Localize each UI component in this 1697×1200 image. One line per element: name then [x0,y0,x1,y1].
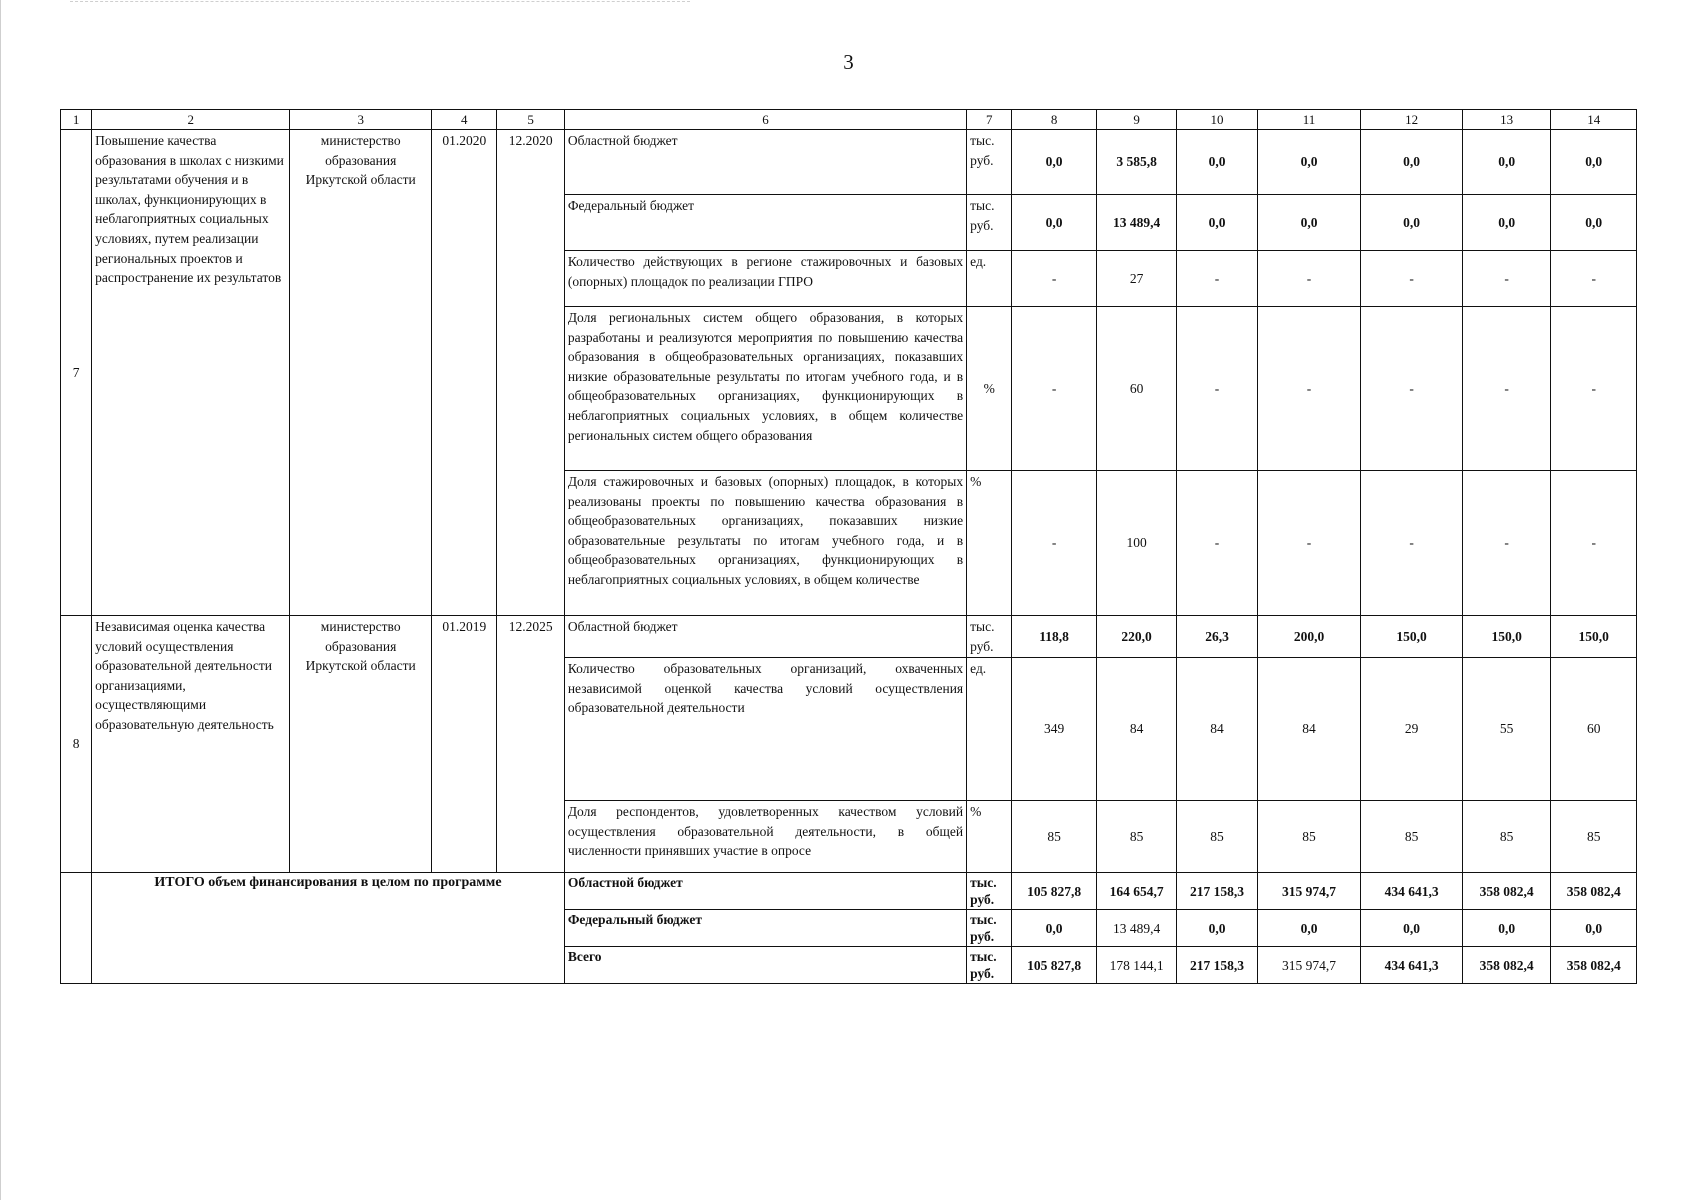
total-value: 0,0 [1361,910,1463,947]
item-unit: % [967,801,1012,873]
header-cell-12: 12 [1361,110,1463,130]
value-cell: - [1012,307,1096,471]
row-number: 7 [61,130,92,616]
row-number: 8 [61,616,92,873]
table-row [61,616,1637,658]
value-cell: - [1257,471,1361,616]
value-cell: 100 [1096,471,1176,616]
value-cell: - [1551,307,1637,471]
value-cell: 60 [1551,658,1637,801]
item-description: Областной бюджет [564,616,966,658]
value-cell: - [1177,251,1257,307]
value-cell: 150,0 [1551,616,1637,658]
value-cell: 3 585,8 [1096,130,1176,195]
total-value: 315 974,7 [1257,947,1361,984]
measure-name: Повышение качества образования в школах с низкими результатами обучения и в школах, функционирующих в неблагоприятных социальных условиях, путем реализации региональных проектов и распространение их результатов [92,130,290,616]
start-date: 01.2019 [432,616,497,873]
page-number: 3 [843,50,854,74]
value-cell: 55 [1462,658,1551,801]
program-table [60,109,1637,984]
value-cell: 0,0 [1462,195,1551,251]
total-value: 434 641,3 [1361,873,1463,910]
value-cell: - [1012,251,1096,307]
table-row [61,130,1637,195]
left-margin-line [0,0,1,1200]
total-value: 217 158,3 [1177,873,1257,910]
value-cell: - [1177,471,1257,616]
value-cell: 150,0 [1462,616,1551,658]
value-cell: 0,0 [1551,130,1637,195]
value-cell: - [1177,307,1257,471]
item-unit: ед. [967,658,1012,801]
header-cell-2: 2 [92,110,290,130]
item-description: Доля региональных систем общего образования, в которых разработаны и реализуются мероприятия по повышению качества образования в общеобразовательных организациях, показавших низкие образовательные результаты по итогам учебного года, и в общеобразовательных организациях, функционирующих в неблагоприятных социальных условиях, в общем количестве региональных систем общего образования [564,307,966,471]
value-cell: - [1257,251,1361,307]
value-cell: 0,0 [1012,195,1096,251]
measure-name: Независимая оценка качества условий осуществления образовательной деятельности организациями, осуществляющими образовательную деятельность [92,616,290,873]
header-cell-13: 13 [1462,110,1551,130]
total-value: 164 654,7 [1096,873,1176,910]
header-cell-8: 8 [1012,110,1096,130]
value-cell: 85 [1257,801,1361,873]
total-description: Областной бюджет [564,873,966,910]
item-description: Доля стажировочных и базовых (опорных) площадок, в которых реализованы проекты по повышению качества образования в общеобразовательных организациях, показавших низкие образовательные результаты по итогам учебного года, и в общеобразовательных организациях, функционирующих в неблагоприятных социальных условиях, в общем количестве [564,471,966,616]
item-unit: % [967,307,1012,471]
item-description: Областной бюджет [564,130,966,195]
value-cell: - [1462,307,1551,471]
total-value: 315 974,7 [1257,873,1361,910]
value-cell: 85 [1177,801,1257,873]
total-value: 105 827,8 [1012,873,1096,910]
header-row [61,110,1637,130]
value-cell: - [1361,471,1463,616]
value-cell: - [1462,471,1551,616]
value-cell: 0,0 [1012,130,1096,195]
total-value: 105 827,8 [1012,947,1096,984]
total-description: Федеральный бюджет [564,910,966,947]
value-cell: 84 [1096,658,1176,801]
total-value: 358 082,4 [1551,947,1637,984]
item-unit: тыс. руб. [967,130,1012,195]
total-value: 0,0 [1257,910,1361,947]
value-cell: - [1551,251,1637,307]
value-cell: 0,0 [1361,130,1463,195]
value-cell: 85 [1462,801,1551,873]
item-unit: тыс. руб. [967,616,1012,658]
total-unit: тыс. руб. [967,947,1012,984]
start-date: 01.2020 [432,130,497,616]
total-value: 434 641,3 [1361,947,1463,984]
value-cell: 85 [1012,801,1096,873]
item-description: Федеральный бюджет [564,195,966,251]
value-cell: - [1361,307,1463,471]
end-date: 12.2020 [497,130,564,616]
header-cell-11: 11 [1257,110,1361,130]
value-cell: 118,8 [1012,616,1096,658]
header-cell-5: 5 [497,110,564,130]
total-value: 0,0 [1462,910,1551,947]
value-cell: 0,0 [1462,130,1551,195]
value-cell: 220,0 [1096,616,1176,658]
total-empty-cell [61,873,92,984]
total-value: 0,0 [1177,910,1257,947]
value-cell: 0,0 [1257,195,1361,251]
total-value: 358 082,4 [1551,873,1637,910]
value-cell: 85 [1551,801,1637,873]
item-unit: ед. [967,251,1012,307]
item-description: Количество действующих в регионе стажировочных и базовых (опорных) площадок по реализации ГПРО [564,251,966,307]
total-label: ИТОГО объем финансирования в целом по программе [92,873,565,984]
item-unit: тыс. руб. [967,195,1012,251]
header-cell-7: 7 [967,110,1012,130]
total-unit: тыс. руб. [967,873,1012,910]
header-cell-1: 1 [61,110,92,130]
value-cell: 0,0 [1177,195,1257,251]
value-cell: 84 [1177,658,1257,801]
value-cell: 85 [1096,801,1176,873]
total-value: 0,0 [1551,910,1637,947]
executor: министерство образования Иркутской области [290,616,432,873]
value-cell: 0,0 [1361,195,1463,251]
value-cell: 60 [1096,307,1176,471]
total-value: 358 082,4 [1462,947,1551,984]
value-cell: 27 [1096,251,1176,307]
total-value: 217 158,3 [1177,947,1257,984]
value-cell: - [1012,471,1096,616]
value-cell: 29 [1361,658,1463,801]
value-cell: 85 [1361,801,1463,873]
value-cell: 84 [1257,658,1361,801]
value-cell: - [1551,471,1637,616]
total-value: 13 489,4 [1096,910,1176,947]
total-value: 178 144,1 [1096,947,1176,984]
header-cell-4: 4 [432,110,497,130]
value-cell: 26,3 [1177,616,1257,658]
end-date: 12.2025 [497,616,564,873]
value-cell: 13 489,4 [1096,195,1176,251]
value-cell: 150,0 [1361,616,1463,658]
executor: министерство образования Иркутской области [290,130,432,616]
value-cell: 0,0 [1551,195,1637,251]
value-cell: - [1257,307,1361,471]
value-cell: - [1462,251,1551,307]
total-value: 358 082,4 [1462,873,1551,910]
item-description: Доля респондентов, удовлетворенных качеством условий осуществления образовательной деятельности, в общей численности принявших участие в опросе [564,801,966,873]
header-cell-10: 10 [1177,110,1257,130]
header-cell-14: 14 [1551,110,1637,130]
value-cell: 0,0 [1177,130,1257,195]
header-cell-6: 6 [564,110,966,130]
item-description: Количество образовательных организаций, охваченных независимой оценкой качества условий осуществления образовательной деятельности [564,658,966,801]
total-description: Всего [564,947,966,984]
header-cell-3: 3 [290,110,432,130]
item-unit: % [967,471,1012,616]
top-scan-line [70,1,690,3]
value-cell: - [1361,251,1463,307]
header-cell-9: 9 [1096,110,1176,130]
value-cell: 0,0 [1257,130,1361,195]
total-unit: тыс. руб. [967,910,1012,947]
total-value: 0,0 [1012,910,1096,947]
total-row [61,873,1637,910]
value-cell: 200,0 [1257,616,1361,658]
value-cell: 349 [1012,658,1096,801]
